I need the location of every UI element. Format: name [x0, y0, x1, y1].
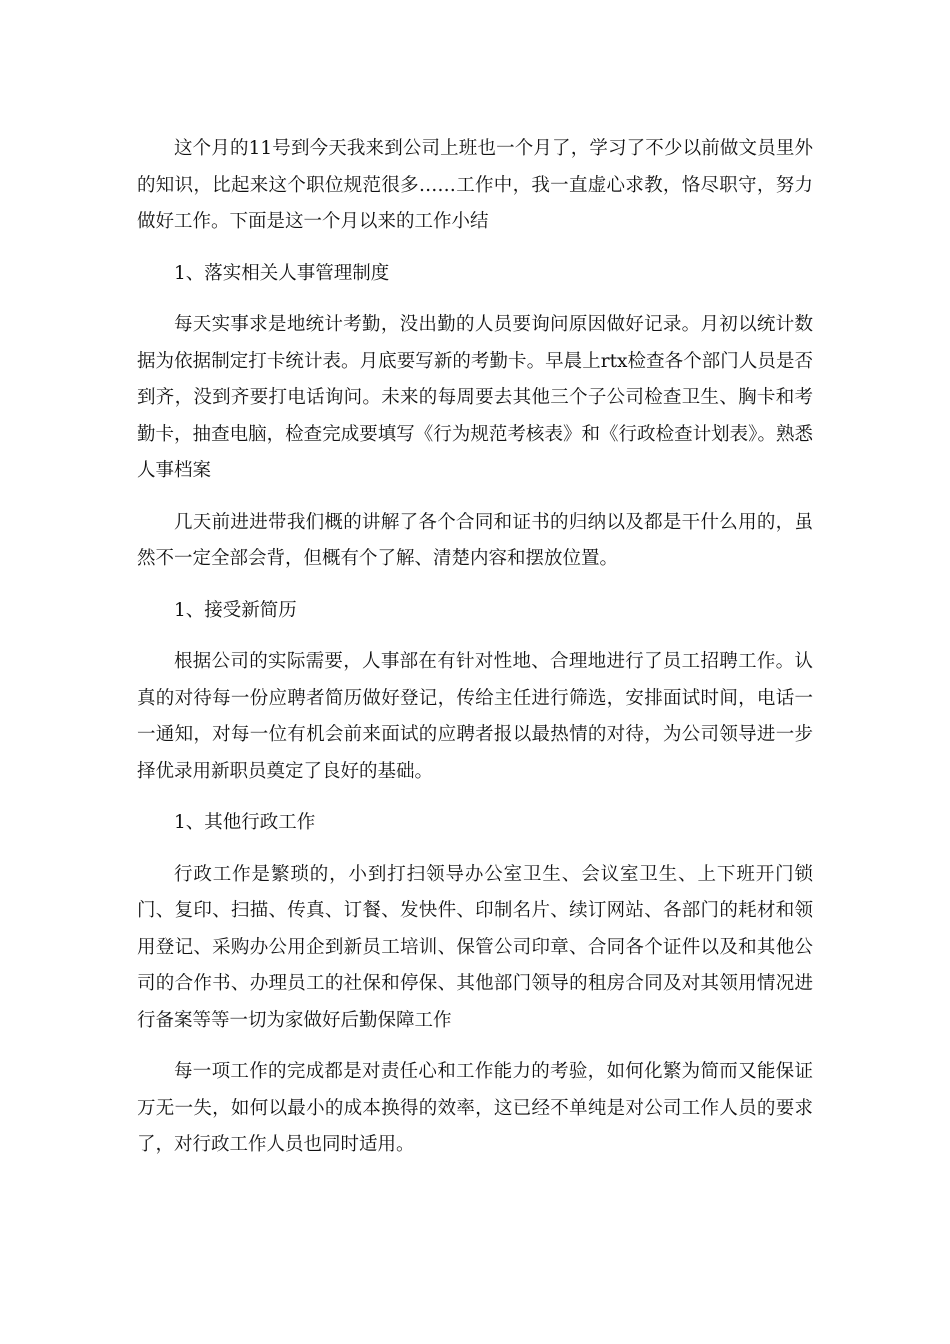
intro-paragraph: 这个月的11号到今天我来到公司上班也一个月了，学习了不少以前做文员里外的知识，比起来这个职位规范很多……工作中，我一直虚心求教，恪尽职守，努力做好工作。下面是这一个月以来的工作小结: [137, 138, 813, 232]
recruitment-paragraph: 根据公司的实际需要，人事部在有针对性地、合理地进行了员工招聘工作。认真的对待每一份应聘者简历做好登记，传给主任进行筛选，安排面试时间，电话一一通知，对每一位有机会前来面试的应聘者报以最热情的对待，为公司领导进一步择优录用新职员奠定了良好的基础。: [137, 651, 813, 782]
section-heading-resumes: 1、接受新简历: [174, 599, 297, 621]
document-page: [137, 131, 813, 1179]
attendance-paragraph: 每天实事求是地统计考勤，没出勤的人员要询问原因做好记录。月初以统计数据为依据制定打卡统计表。月底要写新的考勤卡。早晨上rtx检查各个部门人员是否到齐，没到齐要打电话询问。未来的每周要去其他三个子公司检查卫生、胸卡和考勤卡，抽查电脑，检查完成要填写《行为规范考核表》和《行政检查计划表》。熟悉人事档案: [137, 314, 813, 481]
conclusion-paragraph: 每一项工作的完成都是对责任心和工作能力的考验，如何化繁为简而又能保证万无一失，如何以最小的成本换得的效率，这已经不单纯是对公司工作人员的要求了，对行政工作人员也同时适用。: [137, 1061, 813, 1155]
admin-work-paragraph: 行政工作是繁琐的，小到打扫领导办公室卫生、会议室卫生、上下班开门锁门、复印、扫描、传真、订餐、发快件、印制名片、续订网站、各部门的耗材和领用登记、采购办公用企到新员工培训、保管公司印章、合同各个证件以及和其他公司的合作书、办理员工的社保和停保、其他部门领导的租房合同及对其领用情况进行备案等等一切为家做好后勤保障工作: [137, 863, 813, 1031]
section-heading-personnel-rules: 1、落实相关人事管理制度: [174, 262, 390, 284]
section-heading-admin-work: 1、其他行政工作: [174, 812, 316, 833]
contracts-paragraph: 几天前进进带我们概的讲解了各个合同和证书的归纳以及都是干什么用的，虽然不一定全部会背，但概有个了解、清楚内容和摆放位置。: [137, 511, 813, 569]
